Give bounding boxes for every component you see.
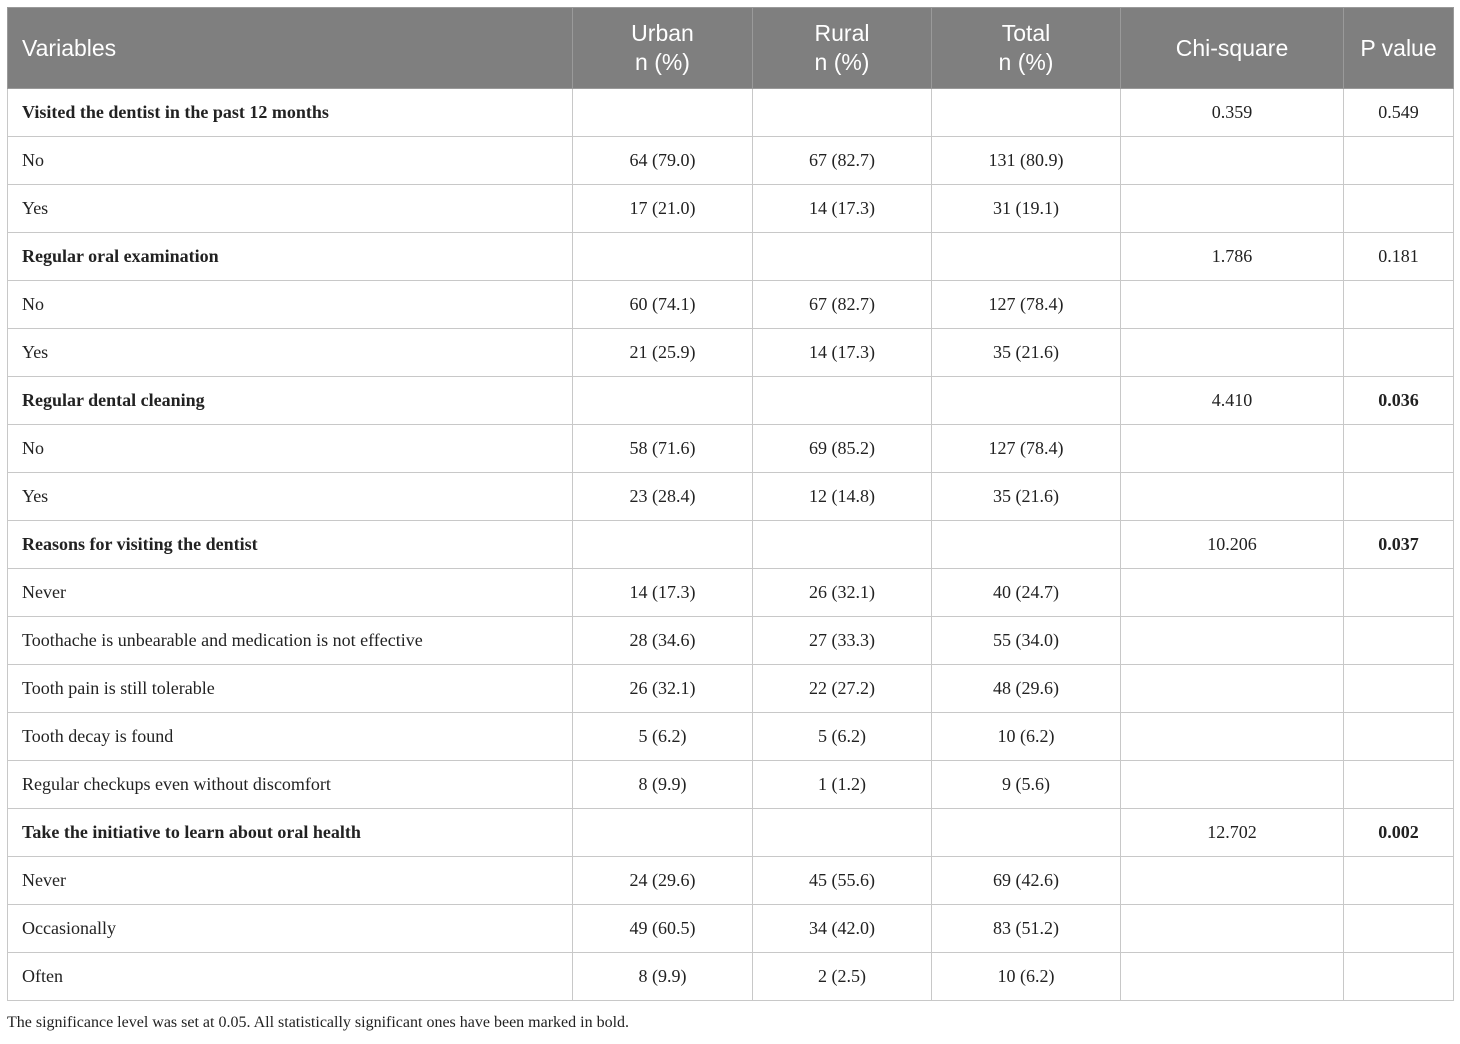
urban-cell: 8 (9.9) (573, 761, 753, 809)
chi-square-cell (1121, 617, 1344, 665)
chi-square-cell: 4.410 (1121, 377, 1344, 425)
table-row (8, 185, 1454, 233)
variable-cell: Toothache is unbearable and medication is not effective (8, 617, 573, 665)
rural-cell: 2 (2.5) (753, 953, 932, 1001)
rural-cell (753, 809, 932, 857)
rural-cell: 14 (17.3) (753, 185, 932, 233)
p-value-cell (1344, 185, 1454, 233)
table-row (8, 761, 1454, 809)
urban-cell: 49 (60.5) (573, 905, 753, 953)
chi-square-cell: 0.359 (1121, 89, 1344, 137)
chi-square-cell (1121, 569, 1344, 617)
p-value-cell (1344, 761, 1454, 809)
table-row (8, 665, 1454, 713)
chi-square-cell (1121, 713, 1344, 761)
total-cell: 10 (6.2) (932, 713, 1121, 761)
variable-cell: No (8, 281, 573, 329)
rural-cell: 67 (82.7) (753, 137, 932, 185)
total-cell: 31 (19.1) (932, 185, 1121, 233)
rural-cell: 34 (42.0) (753, 905, 932, 953)
urban-cell: 26 (32.1) (573, 665, 753, 713)
total-cell: 127 (78.4) (932, 425, 1121, 473)
chi-square-cell (1121, 665, 1344, 713)
urban-cell: 17 (21.0) (573, 185, 753, 233)
p-value-cell: 0.037 (1344, 521, 1454, 569)
rural-cell: 22 (27.2) (753, 665, 932, 713)
total-cell: 83 (51.2) (932, 905, 1121, 953)
p-value-cell (1344, 137, 1454, 185)
total-cell: 127 (78.4) (932, 281, 1121, 329)
urban-cell (573, 521, 753, 569)
variable-cell: Occasionally (8, 905, 573, 953)
variable-cell: Tooth pain is still tolerable (8, 665, 573, 713)
variable-cell: No (8, 137, 573, 185)
p-value-cell (1344, 665, 1454, 713)
header-rural-line1: Rural (814, 20, 870, 46)
table-row (8, 569, 1454, 617)
table-row (8, 281, 1454, 329)
variable-cell: Regular oral examination (8, 233, 573, 281)
total-cell: 131 (80.9) (932, 137, 1121, 185)
table-row (8, 473, 1454, 521)
total-cell: 10 (6.2) (932, 953, 1121, 1001)
table-row (8, 137, 1454, 185)
total-cell: 69 (42.6) (932, 857, 1121, 905)
variable-cell: Never (8, 857, 573, 905)
chi-square-cell (1121, 953, 1344, 1001)
table-row (8, 713, 1454, 761)
table-row (8, 857, 1454, 905)
total-cell (932, 809, 1121, 857)
rural-cell: 69 (85.2) (753, 425, 932, 473)
chi-square-cell (1121, 905, 1344, 953)
urban-cell: 8 (9.9) (573, 953, 753, 1001)
rural-cell (753, 377, 932, 425)
total-cell (932, 89, 1121, 137)
total-cell: 48 (29.6) (932, 665, 1121, 713)
table-header (8, 8, 1454, 89)
chi-square-cell (1121, 425, 1344, 473)
variable-cell: Regular checkups even without discomfort (8, 761, 573, 809)
section-row (8, 89, 1454, 137)
rural-cell: 45 (55.6) (753, 857, 932, 905)
p-value-cell (1344, 905, 1454, 953)
header-row (8, 8, 1454, 89)
variable-cell: Yes (8, 473, 573, 521)
chi-square-cell (1121, 185, 1344, 233)
urban-cell: 64 (79.0) (573, 137, 753, 185)
urban-cell: 23 (28.4) (573, 473, 753, 521)
section-row (8, 233, 1454, 281)
table-footnote: The significance level was set at 0.05. All statistically significant ones have been marked in bold. (7, 1014, 630, 1031)
p-value-cell: 0.036 (1344, 377, 1454, 425)
total-cell (932, 233, 1121, 281)
rural-cell (753, 89, 932, 137)
variable-cell: Reasons for visiting the dentist (8, 521, 573, 569)
urban-cell: 28 (34.6) (573, 617, 753, 665)
variable-cell: Yes (8, 185, 573, 233)
variable-cell: Regular dental cleaning (8, 377, 573, 425)
table-body (8, 89, 1454, 1001)
p-value-cell (1344, 425, 1454, 473)
chi-square-cell (1121, 137, 1344, 185)
chi-square-cell: 10.206 (1121, 521, 1344, 569)
p-value-cell (1344, 713, 1454, 761)
rural-cell (753, 233, 932, 281)
p-value-cell (1344, 569, 1454, 617)
total-cell: 55 (34.0) (932, 617, 1121, 665)
urban-cell (573, 89, 753, 137)
urban-cell: 5 (6.2) (573, 713, 753, 761)
table-row (8, 329, 1454, 377)
total-cell: 35 (21.6) (932, 329, 1121, 377)
p-value-cell: 0.181 (1344, 233, 1454, 281)
urban-cell: 21 (25.9) (573, 329, 753, 377)
variable-cell: Take the initiative to learn about oral health (8, 809, 573, 857)
urban-cell: 24 (29.6) (573, 857, 753, 905)
total-cell: 9 (5.6) (932, 761, 1121, 809)
p-value-cell (1344, 857, 1454, 905)
total-cell: 40 (24.7) (932, 569, 1121, 617)
header-p-value: P value (1344, 8, 1454, 89)
table-row (8, 425, 1454, 473)
p-value-cell (1344, 953, 1454, 1001)
header-total (932, 8, 1121, 89)
variable-cell: Tooth decay is found (8, 713, 573, 761)
rural-cell: 12 (14.8) (753, 473, 932, 521)
p-value-cell (1344, 473, 1454, 521)
header-total-line1: Total (1001, 20, 1051, 46)
urban-cell (573, 233, 753, 281)
total-cell (932, 377, 1121, 425)
total-cell (932, 521, 1121, 569)
total-cell: 35 (21.6) (932, 473, 1121, 521)
section-row (8, 809, 1454, 857)
rural-cell: 67 (82.7) (753, 281, 932, 329)
header-variables: Variables (8, 8, 573, 89)
section-row (8, 377, 1454, 425)
rural-cell: 14 (17.3) (753, 329, 932, 377)
variable-cell: Yes (8, 329, 573, 377)
p-value-cell: 0.549 (1344, 89, 1454, 137)
header-total-line2: n (%) (998, 49, 1054, 75)
rural-cell: 5 (6.2) (753, 713, 932, 761)
p-value-cell: 0.002 (1344, 809, 1454, 857)
table-row (8, 953, 1454, 1001)
rural-cell (753, 521, 932, 569)
urban-cell: 60 (74.1) (573, 281, 753, 329)
urban-cell (573, 809, 753, 857)
chi-square-cell: 1.786 (1121, 233, 1344, 281)
chi-square-cell (1121, 281, 1344, 329)
header-rural (753, 8, 932, 89)
variable-cell: No (8, 425, 573, 473)
rural-cell: 26 (32.1) (753, 569, 932, 617)
chi-square-cell (1121, 473, 1344, 521)
p-value-cell (1344, 329, 1454, 377)
results-table-container (7, 7, 1453, 1001)
header-urban-line2: n (%) (635, 49, 690, 75)
chi-square-cell (1121, 761, 1344, 809)
header-urban-line1: Urban (631, 20, 694, 46)
rural-cell: 1 (1.2) (753, 761, 932, 809)
variable-cell: Visited the dentist in the past 12 months (8, 89, 573, 137)
urban-cell (573, 377, 753, 425)
header-chi-square: Chi-square (1121, 8, 1344, 89)
chi-square-cell (1121, 857, 1344, 905)
header-rural-line2: n (%) (814, 49, 870, 75)
variable-cell: Never (8, 569, 573, 617)
urban-cell: 14 (17.3) (573, 569, 753, 617)
header-urban (573, 8, 753, 89)
variable-cell: Often (8, 953, 573, 1001)
urban-cell: 58 (71.6) (573, 425, 753, 473)
section-row (8, 521, 1454, 569)
p-value-cell (1344, 617, 1454, 665)
chi-square-cell: 12.702 (1121, 809, 1344, 857)
table-row (8, 617, 1454, 665)
chi-square-cell (1121, 329, 1344, 377)
p-value-cell (1344, 281, 1454, 329)
rural-cell: 27 (33.3) (753, 617, 932, 665)
table-row (8, 905, 1454, 953)
results-table (7, 7, 1454, 1001)
